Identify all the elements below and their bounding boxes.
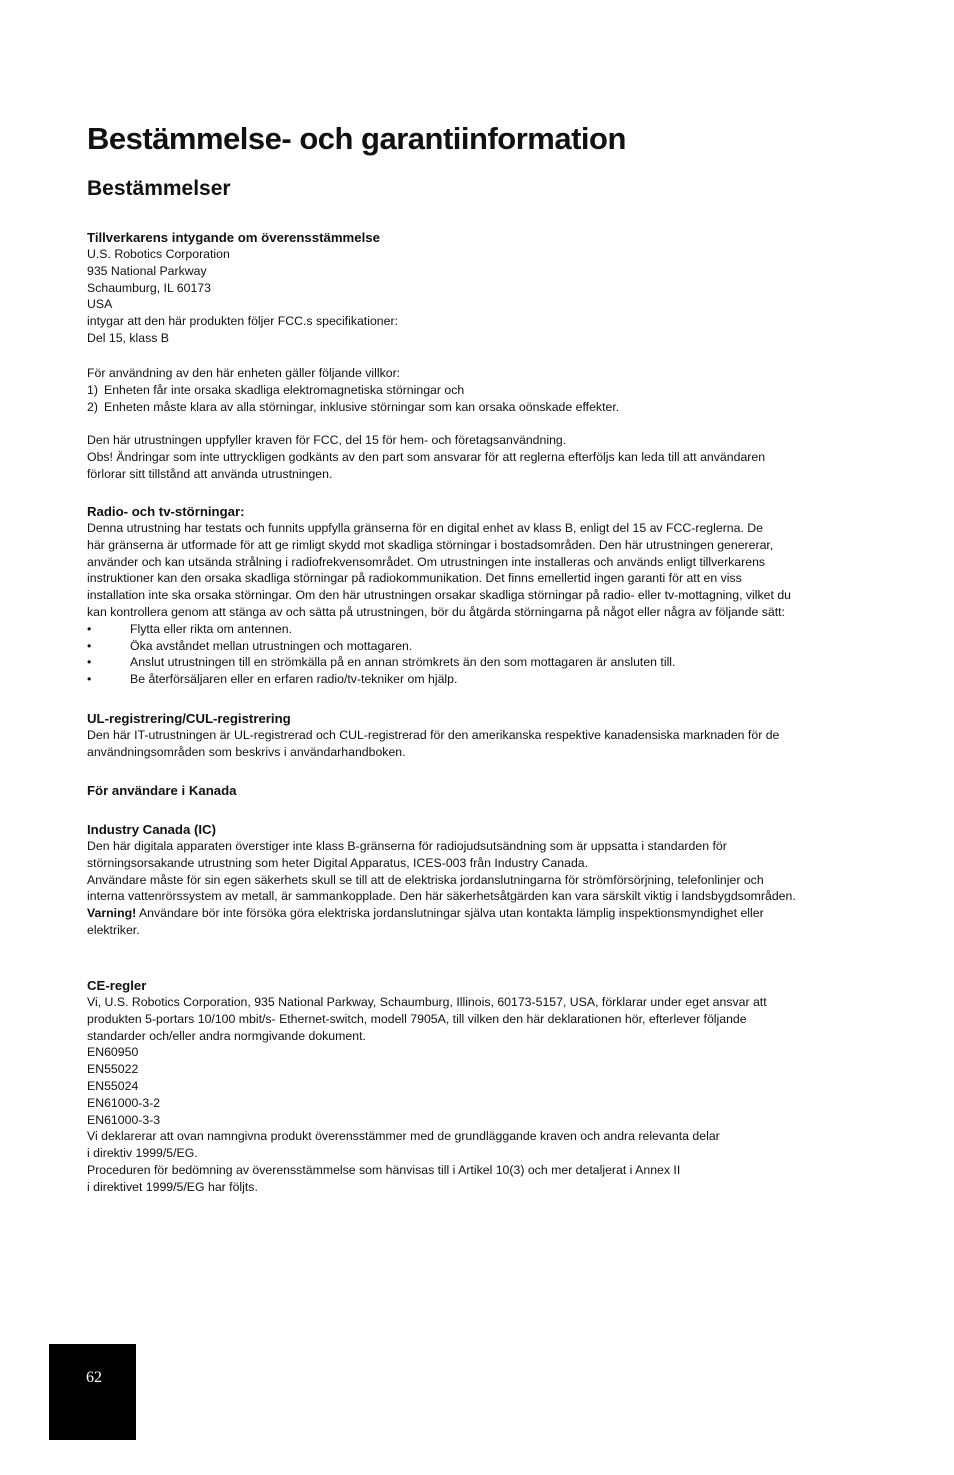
compliance-line: Obs! Ändringar som inte uttryckligen godkänts av den part som ansvarar för att reglerna efterföljs kan leda till att användaren: [87, 449, 766, 464]
compliance-line: förlorar sitt tillstånd att använda utrustningen.: [87, 466, 333, 481]
radio-tv-heading: Radio- och tv-störningar:: [87, 504, 245, 519]
fcc-line: 935 National Parkway: [87, 263, 207, 278]
radio-line: använder och kan utsända strålning i radiofrekvensområdet. Om utrustningen inte installeras och används enligt tillverkarens: [87, 554, 766, 569]
ce-line: Vi deklarerar att ovan namngivna produkt överensstämmer med de grundläggande kraven och andra relevanta delar: [87, 1129, 720, 1144]
condition-text: Enheten får inte orsaka skadliga elektromagnetiska störningar och: [104, 382, 465, 397]
condition-item: [87, 399, 877, 416]
fcc-line: U.S. Robotics Corporation: [87, 247, 230, 261]
radio-tv-section: [87, 503, 877, 688]
ce-line: Vi, U.S. Robotics Corporation, 935 National Parkway, Schaumburg, Illinois, 60173-5157, USA, förklarar under eget ansvar att: [87, 995, 767, 1009]
ic-line: störningsorsakande utrustning som heter Digital Apparatus, ICES-003 från Industry Canada.: [87, 855, 589, 870]
radio-line: kan kontrollera genom att stänga av och sätta på utrustningen, bör du åtgärda störningarna på något eller några av följande sätt:: [87, 604, 785, 619]
ic-heading: Industry Canada (IC): [87, 822, 216, 837]
warning-label: Varning!: [87, 906, 137, 921]
section-title: Bestämmelser: [87, 177, 231, 200]
bullet-text: Anslut utrustningen till en strömkälla på en annan strömkrets än den som mottagaren är ansluten till.: [130, 655, 676, 670]
page-number-tab: [49, 1344, 136, 1440]
ul-line: användningsområden som beskrivs i användarhandboken.: [87, 744, 406, 759]
ce-line: produkten 5-portars 10/100 mbit/s- Ethernet-switch, modell 7905A, till vilken den här deklarationen hör, efterlever följande: [87, 1011, 747, 1026]
ce-standard: EN61000-3-3: [87, 1112, 161, 1127]
ic-line: interna vattenrörssystem av metall, är sammankopplade. Den här säkerhetsåtgärden kan vara särskilt viktig i landsbygdsområden.: [87, 889, 796, 904]
radio-line: Denna utrustning har testats och funnits uppfylla gränserna för en digital enhet av klass B, enligt del 15 av FCC-reglerna. De: [87, 521, 764, 535]
ic-line: Den här digitala apparaten överstiger inte klass B-gränserna för radiojudsutsändning som är uppsatta i standarden för: [87, 839, 727, 853]
warning-text: Användare bör inte försöka göra elektriska jordanslutningar själva utan kontakta lämplig inspektionsmyndighet eller: [136, 906, 764, 921]
ic-section: [87, 821, 877, 939]
condition-item: [87, 382, 877, 399]
ul-section: [87, 710, 877, 761]
ce-line: i direktiv 1999/5/EG.: [87, 1146, 198, 1161]
canada-section: [87, 782, 877, 799]
bullet-text: Öka avståndet mellan utrustningen och mottagaren.: [130, 638, 413, 653]
bullet-item: [87, 638, 877, 655]
bullet-item: [87, 621, 877, 638]
bullet-icon: •: [87, 621, 92, 636]
ce-standard: EN55024: [87, 1078, 139, 1093]
fcc-declaration-section: [87, 229, 877, 347]
condition-number: 1): [87, 382, 98, 397]
bullet-icon: •: [87, 638, 92, 653]
ce-section: [87, 977, 877, 1196]
bullet-item: [87, 654, 877, 671]
ul-heading: UL-registrering/CUL-registrering: [87, 711, 291, 726]
fcc-line: Del 15, klass B: [87, 330, 170, 345]
fcc-line: Schaumburg, IL 60173: [87, 280, 211, 295]
canada-heading: För användare i Kanada: [87, 783, 237, 798]
compliance-section: [87, 432, 877, 482]
ce-line: standarder och/eller andra normgivande dokument.: [87, 1028, 366, 1043]
ce-line: Proceduren för bedömning av överensstämmelse som hänvisas till i Artikel 10(3) och mer detaljerat i Annex II: [87, 1162, 681, 1177]
fcc-declaration-heading: Tillverkarens intygande om överensstämmelse: [87, 230, 380, 245]
radio-line: installation inte ska orsaka störningar. Om den här utrustningen orsakar skadliga störningar på radio- eller tv-mottagning, vilket du: [87, 588, 792, 603]
ce-heading: CE-regler: [87, 978, 147, 993]
bullet-item: [87, 671, 877, 688]
ce-standard: EN55022: [87, 1062, 139, 1077]
conditions-section: [87, 365, 877, 415]
ce-standard: EN61000-3-2: [87, 1095, 161, 1110]
page-number: 62: [86, 1369, 102, 1386]
compliance-line: Den här utrustningen uppfyller kraven för FCC, del 15 för hem- och företagsanvändning.: [87, 433, 567, 447]
fcc-line: intygar att den här produkten följer FCC.s specifikationer:: [87, 314, 398, 329]
ul-line: Den här IT-utrustningen är UL-registrerad och CUL-registrerad för den amerikanska respektive kanadensiska marknaden för de: [87, 728, 780, 742]
bullet-text: Be återförsäljaren eller en erfaren radio/tv-tekniker om hjälp.: [130, 672, 458, 687]
conditions-intro: För användning av den här enheten gäller följande villkor:: [87, 366, 401, 380]
bullet-icon: •: [87, 672, 92, 687]
condition-text: Enheten måste klara av alla störningar, inklusive störningar som kan orsaka oönskade effekter.: [104, 399, 620, 414]
fcc-line: USA: [87, 297, 113, 312]
bullet-icon: •: [87, 655, 92, 670]
radio-line: instruktioner kan den orsaka skadliga störningar på radiokommunikation. Det finns emellertid ingen garanti för att en viss: [87, 571, 742, 586]
ic-warning-line: elektriker.: [87, 922, 140, 937]
ic-line: Användare måste för sin egen säkerhets skull se till att de elektriska jordanslutningarna för strömförsörjning, telefonlinjer och: [87, 872, 764, 887]
ic-warning-line: [87, 905, 877, 922]
radio-line: här gränserna är utformade för att ge rimligt skydd mot skadliga störningar i bostadsområden. Den här utrustningen genererar,: [87, 537, 774, 552]
page-title: Bestämmelse- och garantiinformation: [87, 121, 626, 156]
ce-standard: EN60950: [87, 1045, 139, 1060]
bullet-text: Flytta eller rikta om antennen.: [130, 621, 292, 636]
ce-line: i direktivet 1999/5/EG har följts.: [87, 1179, 258, 1194]
condition-number: 2): [87, 399, 98, 414]
